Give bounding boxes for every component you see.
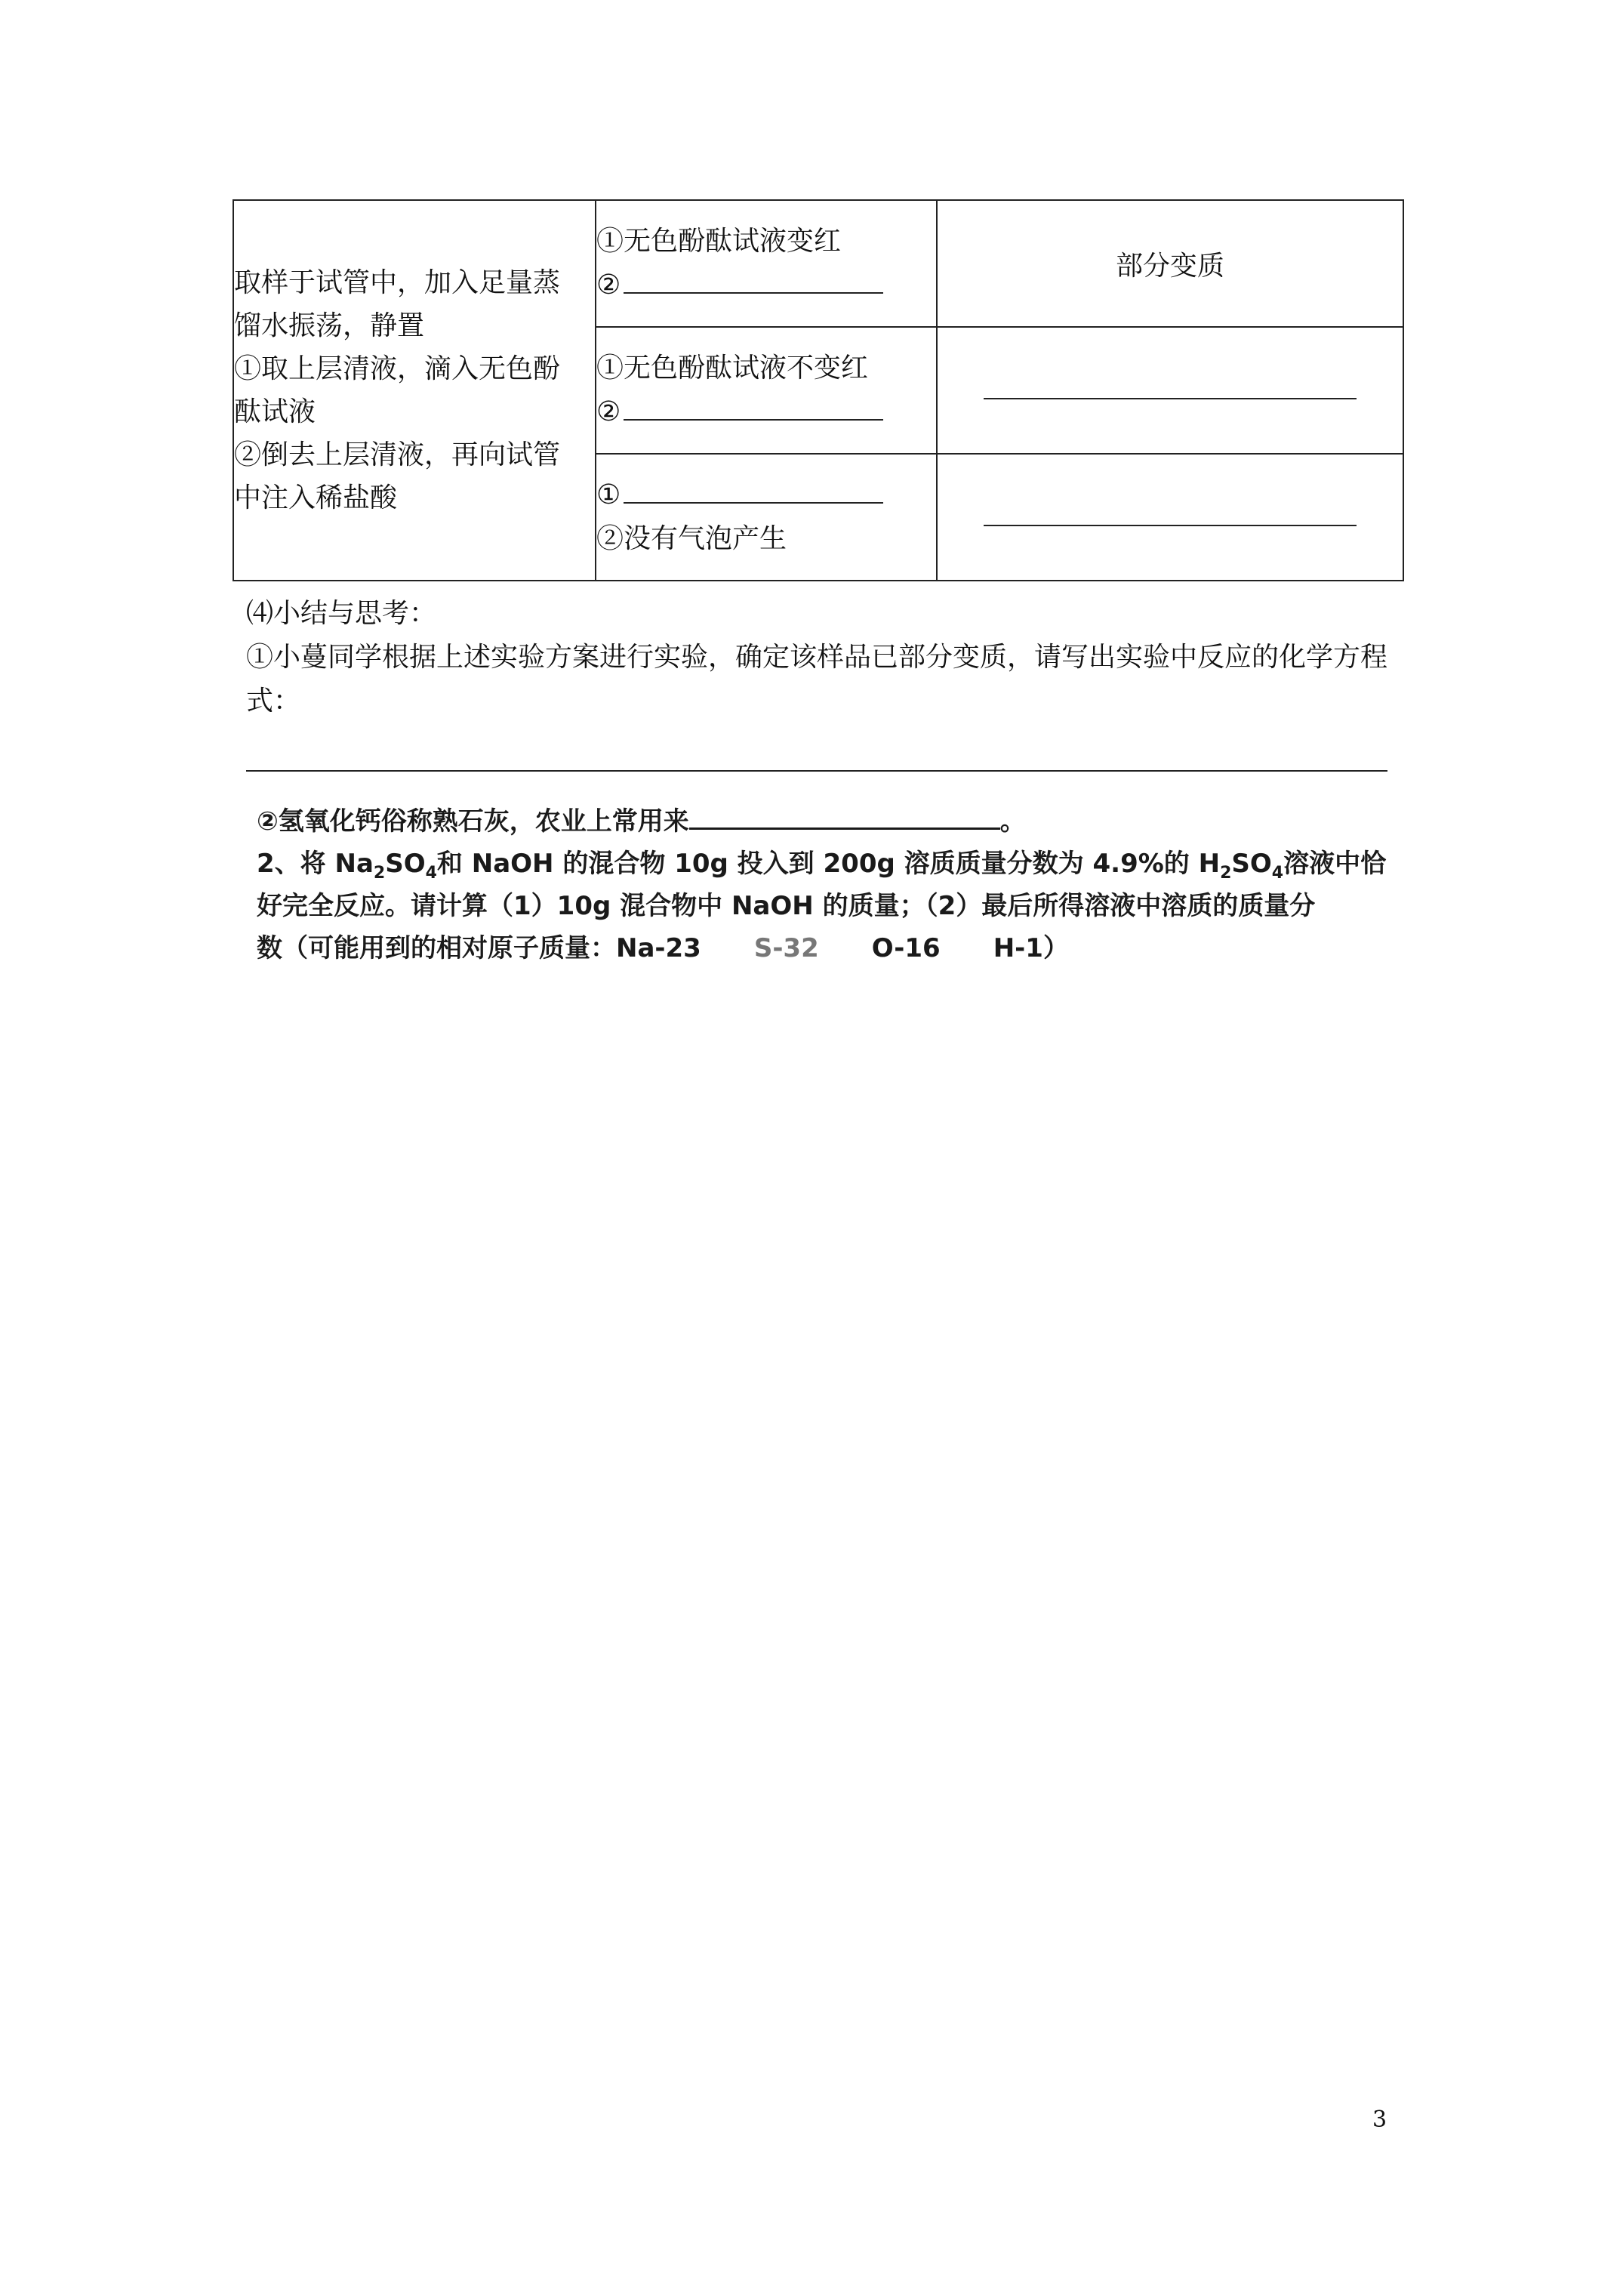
answer-blank[interactable]	[984, 510, 1357, 526]
scan-text: ②氢氧化钙俗称熟石灰，农业上常用来	[257, 806, 689, 837]
subscript: 4	[1271, 863, 1284, 883]
observation-text: ②	[596, 270, 621, 300]
steps-line: 中注入稀盐酸	[234, 482, 398, 513]
scan-line	[257, 927, 1069, 964]
observation-cell	[596, 200, 937, 327]
scan-text: 溶液中恰	[1283, 849, 1387, 879]
question-text: ①小蔓同学根据上述实验方案进行实验，确定该样品已部分变质，请写出实验中反应的化学方程式：	[246, 642, 1388, 717]
observation-text: ②没有气泡产生	[596, 523, 787, 554]
experiment-table	[233, 199, 1404, 581]
scan-text: O-16	[871, 933, 941, 963]
observation-cell	[596, 454, 937, 581]
steps-cell	[233, 200, 596, 581]
steps-line: 酞试液	[234, 396, 316, 427]
scan-text: 。	[999, 806, 1026, 837]
conclusion-cell	[937, 327, 1403, 454]
conclusion-cell: 部分变质	[937, 200, 1403, 327]
section-heading: ⑷小结与思考：	[246, 598, 437, 629]
answer-blank[interactable]	[984, 383, 1357, 399]
scan-text: SO	[385, 849, 426, 879]
table-row	[233, 200, 1403, 327]
scan-text: 和 NaOH 的混合物 10g 投入到 200g 溶质质量分数为 4.9%的 H	[436, 849, 1221, 879]
scan-line	[257, 800, 1026, 837]
conclusion-cell	[937, 454, 1403, 581]
observation-text: ①无色酚酞试液变红	[596, 226, 842, 257]
observation-cell	[596, 327, 937, 454]
scan-line: 好完全反应。请计算（1）10g 混合物中 NaOH 的质量；（2）最后所得溶液中溶质的质量分	[257, 891, 1316, 921]
steps-line: 取样于试管中，加入足量蒸	[234, 267, 561, 298]
scan-text: H-1）	[993, 933, 1069, 963]
observation-text: ①	[596, 479, 621, 510]
steps-line: ①取上层清液，滴入无色酚	[234, 353, 561, 384]
steps-line: 馏水振荡，静置	[234, 310, 425, 341]
answer-line[interactable]	[246, 770, 1387, 772]
subscript: 2	[373, 863, 386, 883]
answer-blank[interactable]	[689, 805, 1000, 830]
answer-blank[interactable]	[624, 268, 883, 294]
subscript: 4	[425, 863, 437, 883]
observation-text: ②	[596, 396, 621, 427]
steps-line: ②倒去上层清液，再向试管	[234, 439, 561, 470]
scan-text: 数（可能用到的相对原子质量：Na-23	[257, 933, 701, 963]
answer-blank[interactable]	[624, 395, 883, 421]
scan-text: 2、将 Na	[257, 849, 374, 879]
page-number: 3	[1372, 2106, 1387, 2133]
scan-line	[257, 843, 1386, 883]
subscript: 2	[1220, 863, 1232, 883]
observation-text: ①无色酚酞试液不变红	[596, 353, 869, 384]
answer-blank[interactable]	[624, 478, 883, 504]
scan-text: S-32	[753, 933, 819, 963]
scan-text: SO	[1231, 849, 1272, 879]
